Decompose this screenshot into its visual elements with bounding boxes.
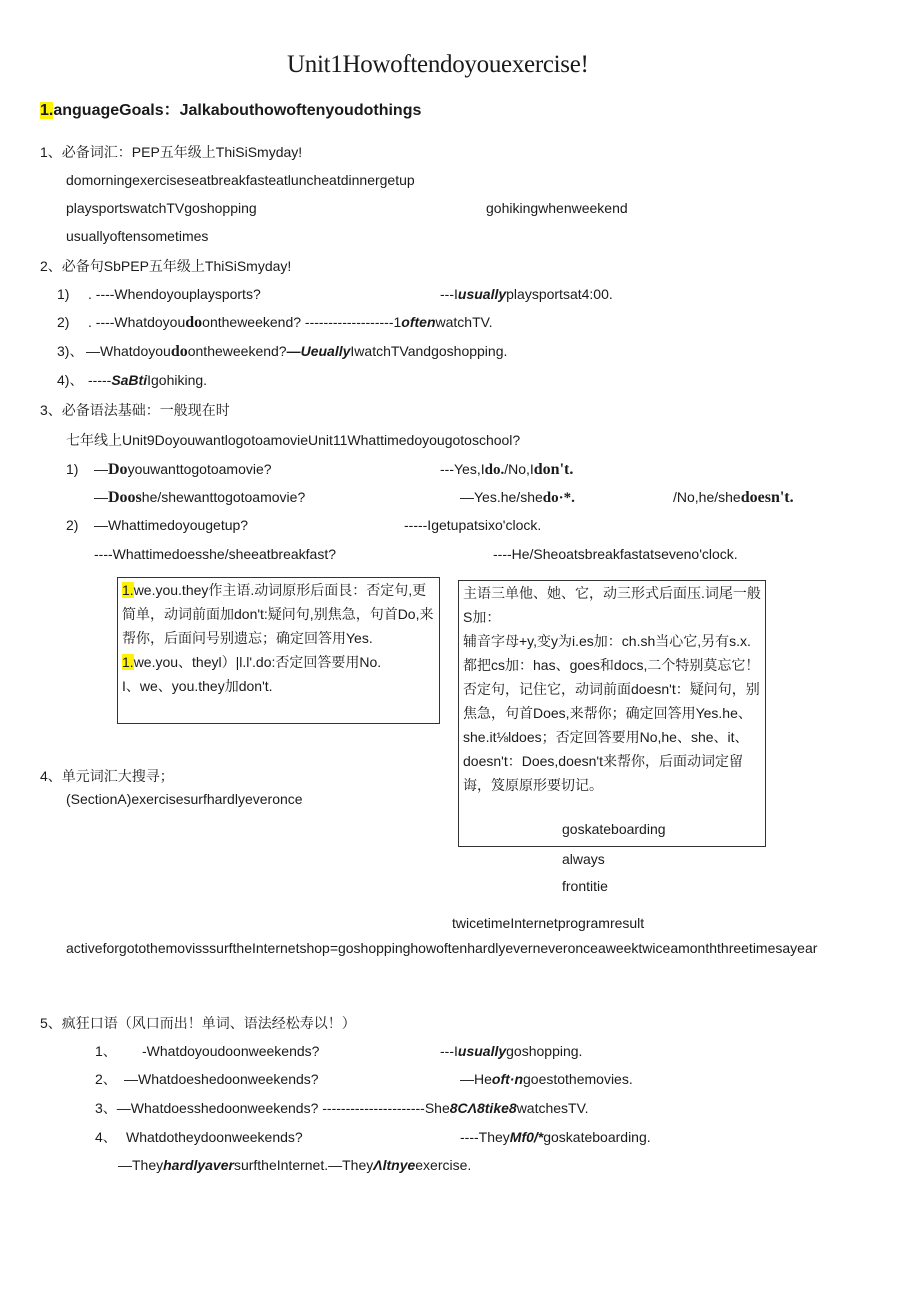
vocab-line-1: domorningexerciseseatbreakfasteatluncheatdinnergetup bbox=[66, 172, 415, 188]
s2-item3-number: 3)、 bbox=[57, 343, 84, 359]
s5-item5-line bbox=[118, 1155, 471, 1175]
section3-heading: 3、必备语法基础：一般现在时 bbox=[40, 402, 230, 418]
answer-rest: watchesTV. bbox=[516, 1100, 589, 1116]
s5-item4-answer bbox=[460, 1127, 651, 1147]
answer-emphasis: SaBti bbox=[111, 372, 148, 388]
s3-row2-negative bbox=[673, 487, 794, 508]
answer-rest: watchTV. bbox=[435, 314, 493, 330]
s2-item2-number: 2) bbox=[57, 314, 70, 330]
answer-prefix: ---Yes,I bbox=[440, 461, 485, 477]
vocab-line-2b: gohikingwhenweekend bbox=[486, 200, 628, 216]
answer-rest: goskateboarding. bbox=[543, 1129, 651, 1145]
answer-bold-2: don't. bbox=[533, 461, 574, 478]
answer-emphasis: often bbox=[401, 314, 436, 330]
vocab-line-2a: playsportswatchTVgoshopping bbox=[66, 200, 257, 216]
section4-heading: 4、单元词汇大搜寻； bbox=[40, 768, 174, 784]
language-goals bbox=[40, 101, 421, 121]
s3-row3-question: —Whattimedoyougetup? bbox=[94, 517, 249, 533]
section5-heading: 5、疯狂口语（风口而出！单词、语法经松寿以！） bbox=[40, 1015, 356, 1031]
answer-prefix: ----They bbox=[460, 1129, 510, 1145]
item-number: 3、 bbox=[95, 1100, 117, 1116]
s2-item1-answer bbox=[440, 284, 613, 304]
answer-prefix: ---I bbox=[440, 1043, 458, 1059]
s5-item1-answer bbox=[440, 1041, 582, 1061]
question-rest: ontheweekend? -------------------1 bbox=[202, 314, 402, 330]
section1-heading: 1、必备词汇：PEP五年级上ThiSiSmyday! bbox=[40, 144, 303, 160]
sentence-middle: surftheInternet.—They bbox=[233, 1157, 374, 1173]
s3-row1-question bbox=[94, 459, 272, 480]
answer-rest: goshopping. bbox=[506, 1043, 583, 1059]
s2-item4-number: 4)、 bbox=[57, 372, 84, 388]
dashes: ----- bbox=[88, 372, 112, 388]
question-start: —Whatdoyou bbox=[86, 343, 171, 359]
box2-footer: goskateboarding bbox=[562, 821, 666, 837]
question-bold: Doos bbox=[108, 489, 142, 506]
question: —Whatdoesshedoonweekends? ----------------------She bbox=[116, 1100, 450, 1116]
s3-row1-number: 1) bbox=[66, 461, 79, 477]
answer-rest: goestothemovies. bbox=[523, 1071, 633, 1087]
sentence-end: exercise. bbox=[415, 1157, 472, 1173]
s3-subheading: 七年线上Unit9DoyouwantlogotoamovieUnit11Whattimedoyougotoschool? bbox=[66, 432, 521, 448]
s2-item3-line bbox=[86, 341, 507, 362]
s5-item4-question: Whatdotheydoonweekends? bbox=[126, 1129, 303, 1145]
question-rest: youwanttogotoamovie? bbox=[127, 461, 272, 477]
vocab-line-3: usuallyoftensometimes bbox=[66, 228, 209, 244]
s2-item4-line bbox=[88, 370, 207, 390]
s2-item1-question: . ----Whendoyouplaysports? bbox=[88, 286, 261, 302]
box1-text-3: I、we、you.they加don't. bbox=[122, 678, 273, 694]
grammar-box-third-person bbox=[458, 580, 766, 847]
s5-item4-number: 4、 bbox=[95, 1129, 117, 1145]
s2-item1-number: 1) bbox=[57, 286, 70, 302]
negative-bold: doesn't. bbox=[740, 489, 794, 506]
sentence-start: —They bbox=[118, 1157, 164, 1173]
goals-text: anguageGoals：Jalkabouthowoftenyoudothings bbox=[53, 102, 422, 119]
box2-text-1: 主语三单他、她、它，动三形式后面压.词尾一般S加： bbox=[463, 585, 761, 625]
answer-mid: /No,I bbox=[504, 461, 534, 477]
s3-row4-question: ----Whattimedoesshe/sheeatbreakfast? bbox=[94, 546, 336, 562]
s4-always: always bbox=[562, 851, 605, 867]
question-bold: Do bbox=[108, 461, 128, 478]
s3-row2-question bbox=[94, 487, 305, 508]
s5-item2-number: 2、 bbox=[95, 1071, 117, 1087]
s3-row2-answer bbox=[460, 487, 575, 508]
question-start: . ----Whatdoyou bbox=[88, 314, 186, 330]
answer-bold: do. bbox=[484, 462, 505, 478]
s3-row1-answer bbox=[440, 459, 573, 480]
box1-number-1: 1. bbox=[122, 582, 134, 598]
box1-paragraph-1 bbox=[122, 578, 435, 650]
answer-rest: IwatchTVandgoshopping. bbox=[350, 343, 508, 359]
section2-heading: 2、必备句SbPEP五年级上ThiSiSmyday! bbox=[40, 258, 292, 274]
answer-rest: playsportsat4:00. bbox=[506, 286, 613, 302]
answer-rest: Igohiking. bbox=[147, 372, 208, 388]
grammar-box-plural bbox=[117, 577, 440, 724]
question-bold: do bbox=[170, 343, 188, 360]
dash: — bbox=[94, 461, 108, 477]
box1-paragraph-2 bbox=[122, 650, 435, 674]
s4-twice-line: twicetimeInternetprogramresult bbox=[452, 915, 645, 931]
s5-item1-number: 1、 bbox=[95, 1043, 117, 1059]
question-rest: he/shewanttogotoamovie? bbox=[141, 489, 306, 505]
page-title: Unit1Howoftendoyouexercise! bbox=[287, 51, 589, 78]
question-bold: do bbox=[185, 314, 203, 331]
box1-text-2: we.you、theyl）|l.l'.do:否定回答要用No. bbox=[133, 654, 382, 670]
answer-emphasis: usually bbox=[457, 1043, 507, 1059]
answer-emphasis: —Ueually bbox=[286, 343, 351, 359]
s3-row4-answer: ----He/Sheoatsbreakfastatseveno'clock. bbox=[493, 546, 738, 562]
answer-emphasis: usually bbox=[457, 286, 507, 302]
s5-item1-question: -Whatdoyoudoonweekends? bbox=[142, 1043, 320, 1059]
s4-line-1: (SectionA)exercisesurfhardlyeveronce bbox=[66, 791, 303, 807]
dash: — bbox=[94, 489, 108, 505]
s3-row3-number: 2) bbox=[66, 517, 79, 533]
answer-prefix: —Yes.he/she bbox=[460, 489, 543, 505]
answer-prefix: ---I bbox=[440, 286, 458, 302]
box2-text-2: 辅音字母+y,变y为i.es加：ch.sh当心它,另有s.x.都把cs加：has、goes和docs,二个特别莫忘它！否定句，记住它，动词前面doesn't：疑问句，别焦急，句首Does,来帮你；确定回答用Yes.he、she.it⅛ldoes；否定回答要用No,he、she、it、doesn't：Does,doesn't来帮你，后面动词定留诲，笈原原形要切记。 bbox=[463, 633, 760, 793]
answer-prefix: —He bbox=[460, 1071, 492, 1087]
s2-item2-line bbox=[88, 312, 493, 333]
s5-item3-line bbox=[95, 1098, 589, 1118]
answer-bold: do·*. bbox=[542, 490, 575, 506]
s4-cut-word: frontitie bbox=[562, 878, 608, 894]
s5-item2-answer bbox=[460, 1069, 633, 1089]
negative-prefix: /No,he/she bbox=[673, 489, 741, 505]
answer-emphasis: oft·n bbox=[491, 1071, 523, 1087]
s5-item2-question: —Whatdoeshedoonweekends? bbox=[124, 1071, 319, 1087]
emphasis-2: Λltnye bbox=[373, 1157, 416, 1173]
box1-number-2: 1. bbox=[122, 654, 134, 670]
question-rest: ontheweekend? bbox=[187, 343, 287, 359]
s3-row3-answer: -----Igetupatsixo'clock. bbox=[404, 517, 542, 533]
goals-number: 1. bbox=[40, 102, 54, 119]
s4-long-line: activeforgotothemovisssurftheInternetshop=goshoppinghowoftenhardlyeverneveronceaweektwiceamonththreetimesayear bbox=[66, 940, 818, 956]
emphasis-1: hardlyaver bbox=[163, 1157, 234, 1173]
answer-emphasis: Mf0/* bbox=[509, 1129, 544, 1145]
box1-text-1: we.you.they作主语.动词原形后面艮：否定句,更简单，动词前面加don't:疑问句,别焦急，句首Do,来帮你，后面问号别遗忘；确定回答用Yes. bbox=[122, 582, 434, 646]
answer-emphasis: 8CΛ8tike8 bbox=[449, 1100, 517, 1116]
